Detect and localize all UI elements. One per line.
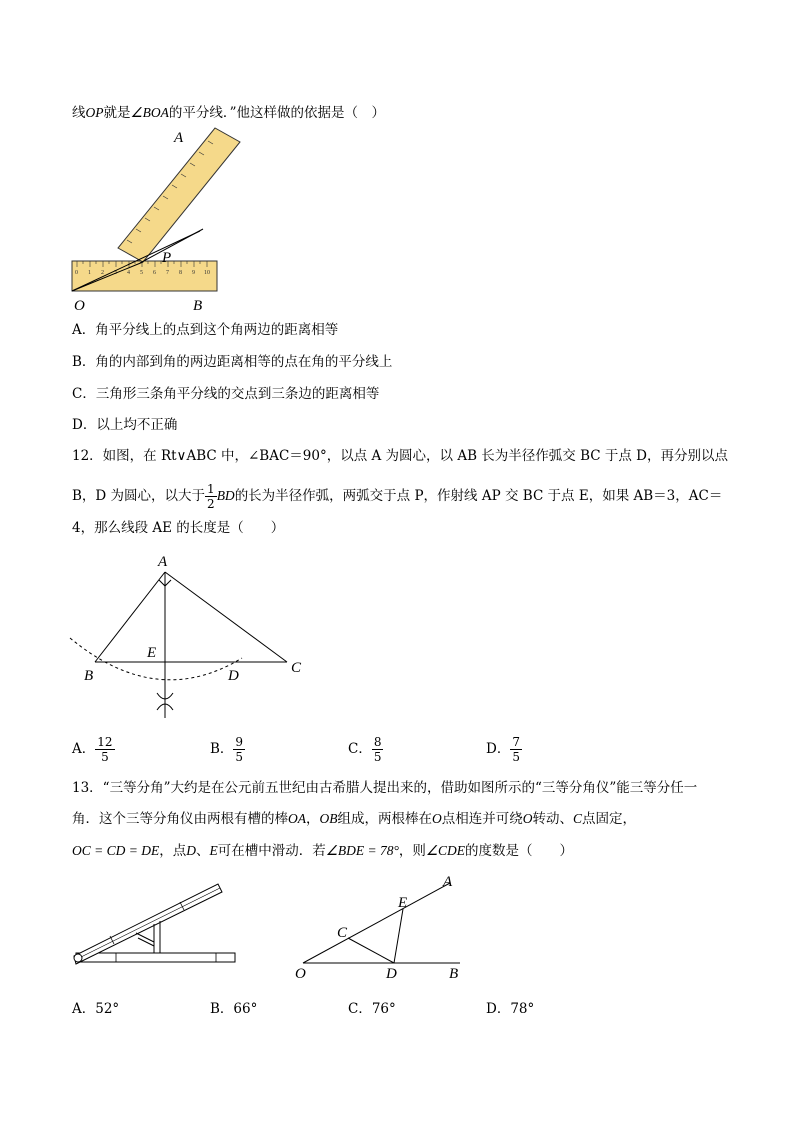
ruler-tick-1: 1 [88, 270, 91, 276]
q11-label-b: B [193, 298, 203, 314]
q11-intro-op: OP [85, 105, 104, 120]
q12-label-e: E [147, 645, 157, 661]
q12-triangle-figure [62, 550, 322, 725]
q11-intro-angle: ∠BOA [130, 105, 169, 120]
q13-geometry-figure [290, 870, 480, 985]
q13-line2-e: 转动、 [532, 811, 573, 827]
q13-line3-angle2: ∠CDE [425, 843, 465, 858]
q13-line3-angle: ∠BDE = 78° [325, 843, 399, 858]
q13-line2-oa: OA [288, 811, 306, 826]
q12-option-c-letter: C． [348, 741, 372, 757]
q13-line2-ob: OB [319, 811, 338, 826]
q13-line2-o2: O [522, 811, 533, 826]
q13-line3-e: E [209, 843, 218, 858]
q11-option-c: C．三角形三条角平分线的交点到三条边的距离相等 [72, 386, 380, 402]
q12-option-a-fraction [95, 735, 114, 764]
q11-option-b: B．角的内部到角的两边距离相等的点在角的平分线上 [72, 354, 393, 370]
q12-option-d-num: 7 [512, 735, 520, 749]
q12-line1: 12．如图，在 Rt∨ABC 中，∠BAC＝90°，以点 A 为圆心，以 AB 长为半径作弧交 BC 于点 D，再分别以点 [72, 448, 729, 464]
ruler-tick-10: 10 [204, 270, 210, 276]
q11-intro-suffix: 的平分线．”他这样做的依据是（ ） [168, 105, 386, 121]
q13-option-a: A．52° [72, 1001, 120, 1017]
q13-line3 [72, 842, 573, 860]
ruler-tick-0: 0 [75, 270, 78, 276]
q12-line3: 4，那么线段 AE 的长度是（ ） [72, 520, 285, 536]
q13-line2-b: ， [306, 811, 320, 827]
q12-option-a [72, 735, 115, 764]
q11-option-a: A．角平分线上的点到这个角两边的距离相等 [72, 322, 339, 338]
q13-label-e: E [398, 895, 408, 911]
q13-option-b: B．66° [210, 1001, 258, 1017]
q12-label-a: A [158, 554, 168, 570]
q11-intro-prefix: 线 [72, 105, 86, 121]
q13-line3-a: ，点 [159, 843, 187, 859]
q13-line2-c: 组成，两根棒在 [337, 811, 432, 827]
q12-frac-num: 1 [207, 482, 215, 496]
q11-label-p: P [162, 250, 172, 266]
q13-line3-end: 的度数是（ ） [464, 843, 573, 859]
ruler-tick-5: 5 [140, 270, 143, 276]
q12-frac-den: 2 [207, 497, 215, 511]
q13-line2-f: 点固定， [582, 811, 637, 827]
q12-line2-bd: BD [216, 488, 235, 503]
q13-label-o: O [295, 966, 306, 982]
q11-label-o: O [74, 298, 85, 314]
q13-line3-d2: ，则 [398, 843, 426, 859]
q13-line2-a: 角．这个三等分角仪由两根有槽的棒 [72, 811, 288, 827]
q11-ruler-figure [60, 128, 240, 314]
q12-option-b-den: 5 [235, 750, 244, 764]
q12-option-a-letter: A． [72, 741, 96, 757]
q12-option-b-fraction [233, 735, 245, 764]
q13-trisector-device-figure [70, 880, 240, 970]
ruler-tick-2: 2 [101, 270, 104, 276]
q12-option-b [210, 735, 245, 764]
q12-option-a-num: 12 [97, 735, 113, 749]
q13-line2-c2: C [573, 811, 583, 826]
q12-line2 [72, 482, 722, 511]
q13-line3-d: D [186, 843, 196, 858]
q13-option-c: C．76° [348, 1001, 396, 1017]
ruler-tick-6: 6 [153, 270, 156, 276]
q12-label-c: C [291, 660, 302, 676]
q11-label-a: A [174, 130, 184, 146]
q12-option-c-den: 5 [373, 750, 382, 764]
q12-option-c-num: 8 [373, 735, 382, 749]
q12-option-d-fraction [510, 735, 522, 764]
q12-option-c [348, 735, 383, 764]
q13-label-d: D [386, 966, 397, 982]
q13-line3-b: 、 [195, 843, 210, 859]
q12-option-b-letter: B． [210, 741, 234, 757]
q12-label-b: B [84, 668, 94, 684]
q12-option-b-num: 9 [235, 735, 244, 749]
q12-option-a-den: 5 [101, 750, 109, 764]
ruler-tick-8: 8 [179, 270, 182, 276]
q13-label-a: A [443, 874, 453, 890]
q11-intro-mid: 就是 [103, 105, 131, 121]
q12-option-d [486, 735, 522, 764]
q13-line2-d: 点相连并可绕 [441, 811, 523, 827]
q12-option-d-letter: D． [486, 741, 511, 757]
q12-line2-prefix: B，D 为圆心，以大于 [72, 488, 206, 504]
q13-line2-o: O [432, 811, 442, 826]
ruler-tick-4: 4 [127, 270, 130, 276]
q11-option-d: D．以上均不正确 [72, 417, 178, 433]
q13-line2 [72, 810, 636, 828]
ruler-tick-7: 7 [166, 270, 169, 276]
q12-option-c-fraction [372, 735, 384, 764]
ruler-tick-9: 9 [192, 270, 195, 276]
q13-label-c: C [337, 925, 348, 941]
q13-line3-eq: OC = CD = DE [72, 843, 160, 858]
q13-label-b: B [449, 966, 459, 982]
q11-intro [72, 104, 385, 122]
q13-line1: 13．“三等分角”大约是在公元前五世纪由古希腊人提出来的，借助如图所示的“三等分角仪”能三等分任一 [72, 780, 698, 796]
q12-fraction [205, 482, 217, 511]
q12-line2-suffix: 的长为半径作弧，两弧交于点 P，作射线 AP 交 BC 于点 E，如果 AB＝3，AC＝ [234, 488, 723, 504]
q13-option-d: D．78° [486, 1001, 535, 1017]
q12-option-d-den: 5 [512, 750, 520, 764]
q12-label-d: D [228, 668, 239, 684]
q13-line3-c: 可在槽中滑动．若 [217, 843, 326, 859]
